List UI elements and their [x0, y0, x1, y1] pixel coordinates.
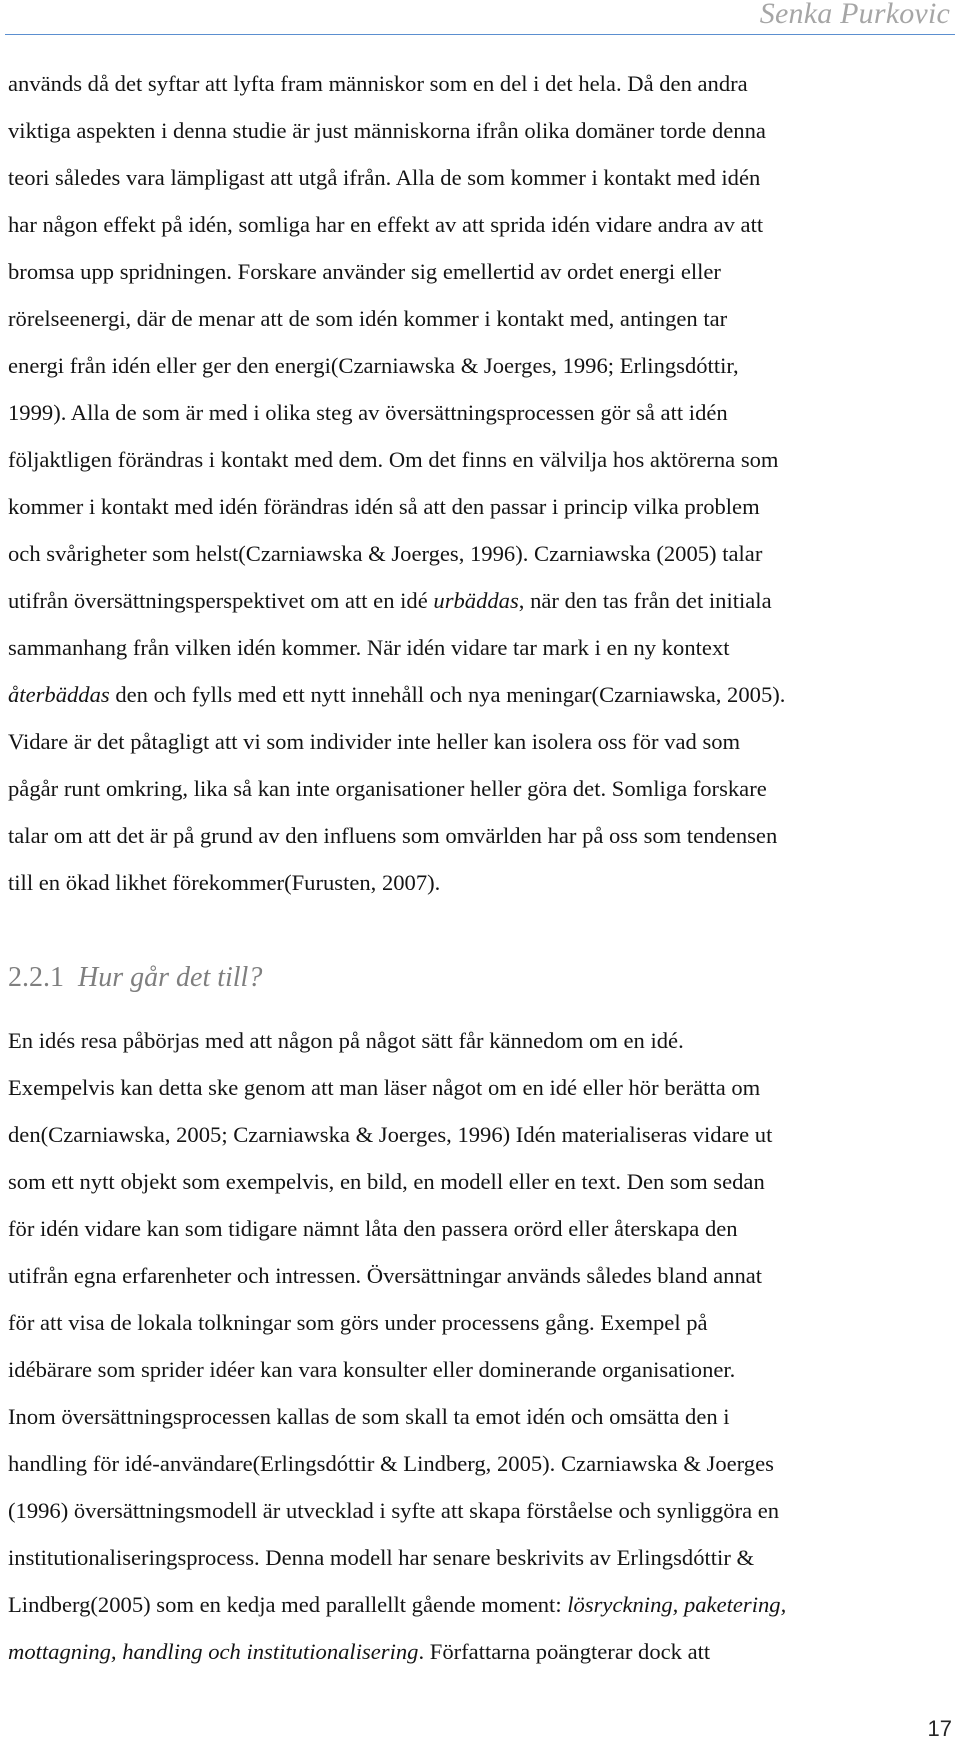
- text-line: rörelseenergi, där de menar att de som idén kommer i kontakt med, antingen tar: [8, 306, 728, 331]
- text-line: sammanhang från vilken idén kommer. När idén vidare tar mark i en ny kontext: [8, 635, 730, 660]
- section-heading: [8, 962, 262, 994]
- header-author: Senka Purkovic: [759, 0, 950, 30]
- text-line: utifrån egna erfarenheter och intressen. Översättningar används således bland annat: [8, 1263, 763, 1288]
- text-line-with-italic: [8, 1628, 952, 1675]
- section-number: 2.2.1: [8, 962, 64, 993]
- paragraph-2: [8, 1017, 952, 1675]
- text-line: Vidare är det påtagligt att vi som individer inte heller kan isolera oss för vad som: [8, 729, 741, 754]
- text-line: teori således vara lämpligast att utgå ifrån. Alla de som kommer i kontakt med idén: [8, 165, 761, 190]
- italic-term-urbaddas: urbäddas: [433, 588, 519, 613]
- italic-term-list: mottagning, handling och institutionalisering: [8, 1639, 419, 1664]
- text-line: för idén vidare kan som tidigare nämnt låta den passera orörd eller återskapa den: [8, 1216, 738, 1241]
- text-line: har någon effekt på idén, somliga har en effekt av att sprida idén vidare andra av att: [8, 212, 764, 237]
- text-line-with-italic: [8, 671, 952, 718]
- text-line: till en ökad likhet förekommer(Furusten, 2007).: [8, 870, 441, 895]
- text-run: Lindberg(2005) som en kedja med parallellt gående moment:: [8, 1592, 568, 1617]
- header-rule: [5, 34, 955, 35]
- italic-term-list: lösryckning, paketering,: [567, 1592, 787, 1617]
- text-line: En idés resa påbörjas med att någon på något sätt får kännedom om en idé.: [8, 1028, 684, 1053]
- text-line: den(Czarniawska, 2005; Czarniawska & Joerges, 1996) Idén materialiseras vidare ut: [8, 1122, 773, 1147]
- text-line: kommer i kontakt med idén förändras idén så att den passar i princip vilka problem: [8, 494, 760, 519]
- section-title: Hur går det till?: [78, 962, 263, 993]
- text-line: handling för idé-användare(Erlingsdóttir & Lindberg, 2005). Czarniawska & Joerges: [8, 1451, 774, 1476]
- text-line: som ett nytt objekt som exempelvis, en bild, en modell eller en text. Den som sedan: [8, 1169, 765, 1194]
- text-run: den och fylls med ett nytt innehåll och nya meningar(Czarniawska, 2005).: [109, 682, 786, 707]
- text-line: 1999). Alla de som är med i olika steg av översättningsprocessen gör så att idén: [8, 400, 728, 425]
- italic-term-aterbaddas: återbäddas: [8, 682, 110, 707]
- text-line-with-italic: [8, 1581, 952, 1628]
- paragraph-1: [8, 60, 952, 906]
- text-line: viktiga aspekten i denna studie är just människorna ifrån olika domäner torde denna: [8, 118, 766, 143]
- text-run: utifrån översättningsperspektivet om att en idé: [8, 588, 434, 613]
- text-line: följaktligen förändras i kontakt med dem. Om det finns en välvilja hos aktörerna som: [8, 447, 779, 472]
- text-line: och svårigheter som helst(Czarniawska & Joerges, 1996). Czarniawska (2005) talar: [8, 541, 763, 566]
- text-line-with-italic: [8, 577, 952, 624]
- page-number: 17: [927, 1716, 952, 1741]
- text-line: (1996) översättningsmodell är utvecklad i syfte att skapa förståelse och synliggöra en: [8, 1498, 780, 1523]
- text-line: energi från idén eller ger den energi(Czarniawska & Joerges, 1996; Erlingsdóttir,: [8, 353, 739, 378]
- text-line: idébärare som sprider idéer kan vara konsulter eller dominerande organisationer.: [8, 1357, 736, 1382]
- text-line: institutionaliseringsprocess. Denna modell har senare beskrivits av Erlingsdóttir &: [8, 1545, 755, 1570]
- text-line: pågår runt omkring, lika så kan inte organisationer heller göra det. Somliga forskare: [8, 776, 767, 801]
- text-run: , när den tas från det initiala: [518, 588, 772, 613]
- page-header: [0, 0, 960, 36]
- text-line: används då det syftar att lyfta fram människor som en del i det hela. Då den andra: [8, 71, 748, 96]
- text-line: för att visa de lokala tolkningar som görs under processens gång. Exempel på: [8, 1310, 708, 1335]
- text-line: Exempelvis kan detta ske genom att man läser något om en idé eller hör berätta om: [8, 1075, 761, 1100]
- text-line: Inom översättningsprocessen kallas de som skall ta emot idén och omsätta den i: [8, 1404, 730, 1429]
- text-line: talar om att det är på grund av den influens som omvärlden har på oss som tendensen: [8, 823, 778, 848]
- text-run: . Författarna poängterar dock att: [418, 1639, 711, 1664]
- text-line: bromsa upp spridningen. Forskare använder sig emellertid av ordet energi eller: [8, 259, 721, 284]
